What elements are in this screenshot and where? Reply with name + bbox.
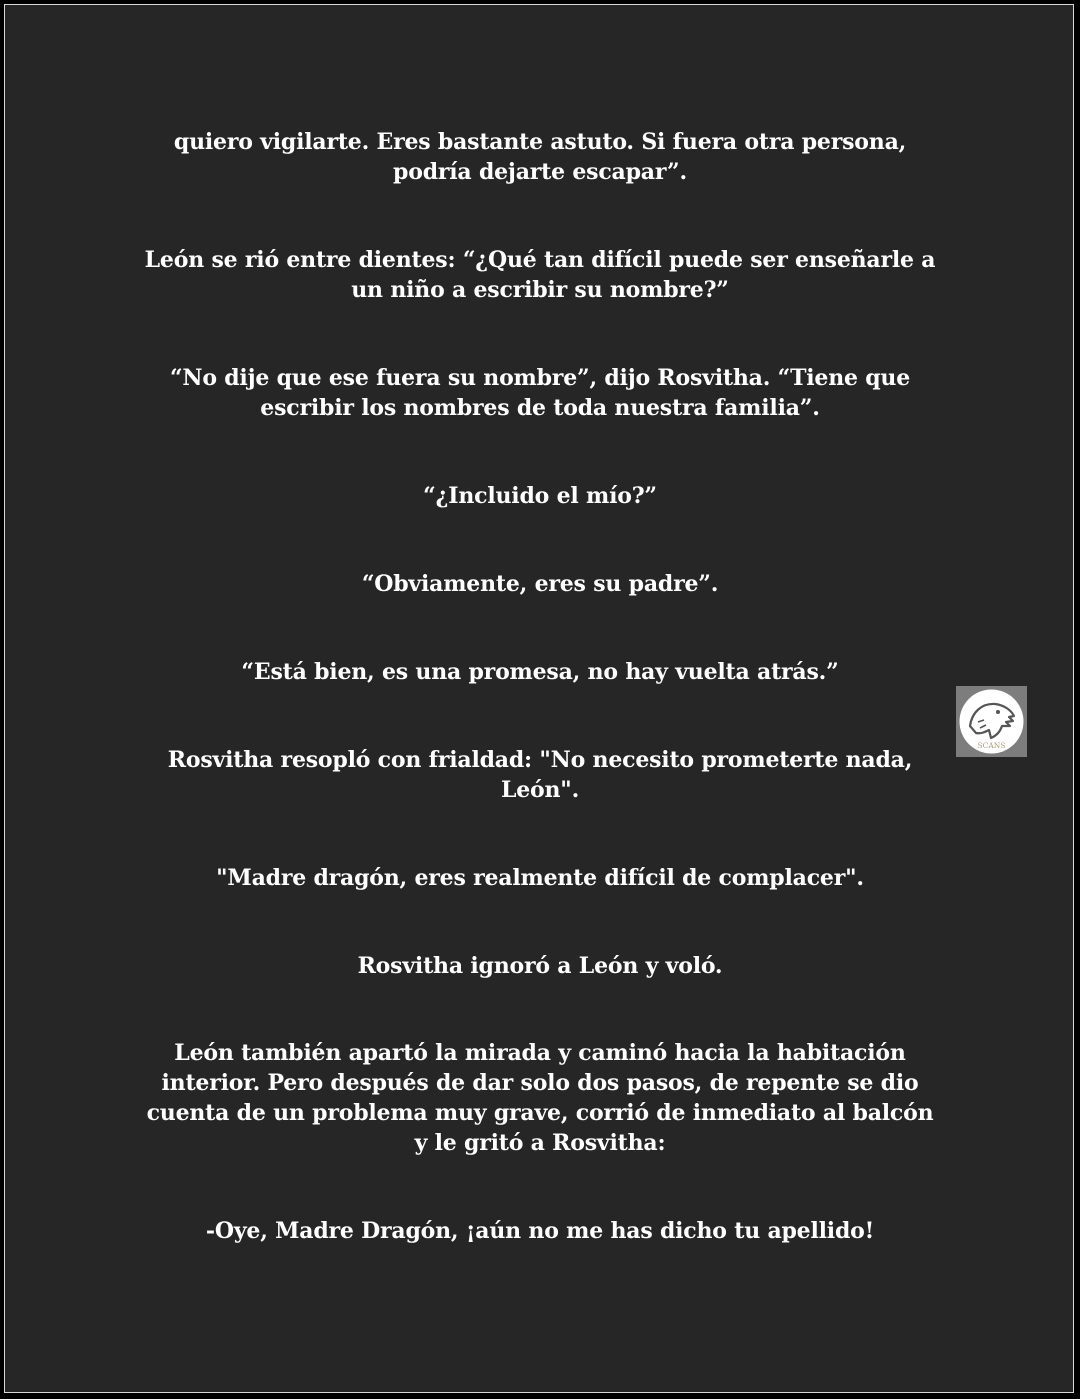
paragraph-5: “Obviamente, eres su padre”. [361, 571, 719, 597]
paragraph-8: "Madre dragón, eres realmente difícil de complacer". [216, 865, 864, 891]
paragraph-10: León también apartó la mirada y caminó hacia la habitación interior. Pero después de dar solo dos pasos, de repente se dio cuenta de un problema muy grave, corrió de inmediato al balcón y le gritó a Rosvitha: [146, 1040, 934, 1156]
paragraph-9: Rosvitha ignoró a León y voló. [357, 953, 723, 979]
paragraph-3: “No dije que ese fuera su nombre”, dijo Rosvitha. “Tiene que escribir los nombres de toda nuestra familia”. [169, 365, 911, 421]
watermark-text: SCANS [977, 741, 1006, 750]
paragraph-1: quiero vigilarte. Eres bastante astuto. Si fuera otra persona, podría dejarte escapar”. [173, 129, 907, 185]
page-frame [4, 4, 1074, 1393]
paragraph-11: -Oye, Madre Dragón, ¡aún no me has dicho tu apellido! [205, 1218, 875, 1244]
paragraph-6: “Está bien, es una promesa, no hay vuelta atrás.” [241, 659, 839, 685]
scans-watermark [956, 686, 1027, 757]
dinosaur-logo-icon [956, 686, 1027, 757]
paragraph-7: Rosvitha resopló con frialdad: "No necesito prometerte nada, León". [167, 747, 913, 803]
paragraph-2: León se rió entre dientes: “¿Qué tan difícil puede ser enseñarle a un niño a escribir su nombre?” [144, 247, 936, 303]
paragraph-4: “¿Incluido el mío?” [423, 483, 657, 509]
